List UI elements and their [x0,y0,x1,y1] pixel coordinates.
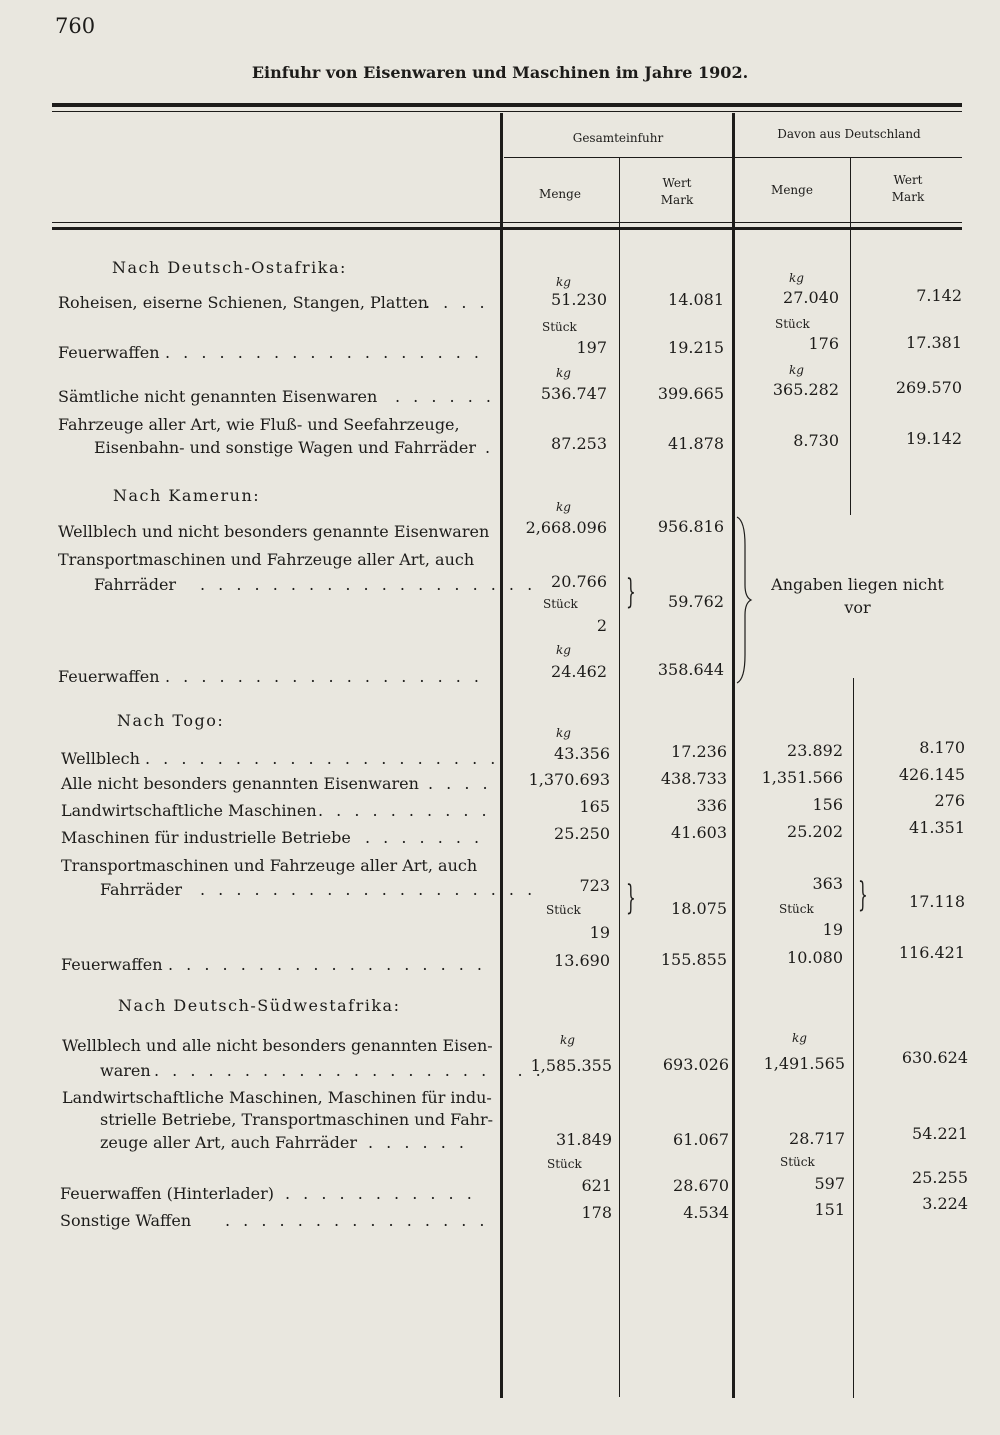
header-wert-2 [853,172,963,206]
row-label-line-2: Eisenbahn- und sonstige Wagen und Fahrräder [94,438,476,457]
cell-menge-deutschland: 597 [814,1174,845,1193]
unit-stueck: Stück [775,317,810,331]
header-menge-2: Menge [771,183,813,197]
cell-wert-gesamt: 19.215 [668,338,724,357]
cell-wert-gesamt: 14.081 [668,290,724,309]
row-leader-dots: . . . . [428,774,492,793]
note-line-1: Angaben liegen nicht [771,575,944,594]
row-leader-dots: . . . . . . . . . . . . . . . . . . [165,343,484,362]
row-leader-dots: . . . . . . . [365,828,484,847]
cell-menge-gesamt: 536.747 [540,384,607,403]
row-label: Feuerwaffen [58,343,160,362]
row-label: Maschinen für industrielle Betriebe [61,828,351,847]
cell-wert-gesamt: 4.534 [683,1203,729,1222]
cell-wert-deutschland: 41.351 [909,818,965,837]
cell-menge-deutschland: 8.730 [793,431,839,450]
cell-menge-deutschland: 27.040 [783,288,839,307]
section-suedwestafrika: Nach Deutsch-Südwestafrika: [118,996,401,1015]
unit-kg: kg [556,726,571,740]
unit-kg: kg [792,1031,807,1045]
cell-wert-gesamt: 358.644 [657,660,724,679]
note-no-data [755,573,960,619]
row-leader-dots: . . . . . . . . . . . . . . . . . . . [200,880,537,899]
row-leader-dots: . . . . . . . . . . . . . . . . . . . . [145,749,500,768]
cell-menge-deutschland-stueck: 19 [822,920,843,939]
row-leader-dots: . . . . . . . . . . . [285,1184,476,1203]
row-label-line-2: Fahrräder [100,880,183,899]
cell-menge-gesamt: 2,668.096 [525,518,607,537]
row-label-line-1: Transportmaschinen und Fahrzeuge aller Art, auch [61,856,478,875]
cell-wert-deutschland: 17.118 [909,892,965,911]
cell-wert-deutschland: 17.381 [906,333,962,352]
unit-stueck: Stück [547,1157,582,1171]
cell-wert-gesamt: 336 [696,796,727,815]
cell-wert-deutschland: 54.221 [912,1124,968,1143]
cell-menge-gesamt-stueck: 19 [589,923,610,942]
section-togo: Nach Togo: [117,711,225,730]
unit-stueck: Stück [779,902,814,916]
row-label-line-1: Landwirtschaftliche Maschinen, Maschinen für indu- [62,1088,492,1107]
row-leader-dots: . . . . . . . . . . . . . . . . . . [165,667,484,686]
cell-menge-gesamt: 20.766 [551,572,607,591]
row-label-line-3: zeuge aller Art, auch Fahrräder [100,1133,358,1152]
cell-menge-gesamt: 723 [579,876,610,895]
row-label: Alle nicht besonders genannten Eisenwaren [61,774,419,793]
row-label: Roheisen, eiserne Schienen, Stangen, Platten [58,293,429,312]
cell-wert-gesamt: 41.603 [671,823,727,842]
cell-wert-deutschland: 116.421 [898,943,965,962]
top-rule-thin [52,111,962,112]
cell-wert-deutschland: 630.624 [901,1048,968,1067]
cell-menge-deutschland: 363 [812,874,843,893]
column-line-group [732,113,735,1398]
cell-menge-gesamt: 87.253 [551,434,607,453]
cell-wert-deutschland: 7.142 [916,286,962,305]
cell-wert-deutschland: 8.170 [919,738,965,757]
cell-menge-deutschland: 156 [812,795,843,814]
cell-menge-gesamt: 51.230 [551,290,607,309]
cell-menge-gesamt: 165 [579,797,610,816]
unit-stueck: Stück [543,597,578,611]
row-leader-dots: . . . . . . . . . . . . . . . . . . . . . . [154,1061,545,1080]
cell-menge-deutschland: 176 [808,334,839,353]
unit-kg: kg [789,363,804,377]
row-label-line-1: Fahrzeuge aller Art, wie Fluß- und Seefahrzeuge, [58,415,460,434]
header-gesamteinfuhr: Gesamteinfuhr [572,131,664,145]
header-wert-1-label: Wert [662,176,692,190]
cell-wert-gesamt: 17.236 [671,742,727,761]
cell-menge-deutschland: 10.080 [787,948,843,967]
cell-wert-deutschland: 19.142 [906,429,962,448]
unit-kg: kg [556,500,571,514]
cell-wert-gesamt: 693.026 [662,1055,729,1074]
cell-menge-deutschland: 365.282 [772,380,839,399]
cell-menge-gesamt: 31.849 [556,1130,612,1149]
cell-wert-gesamt: 59.762 [668,592,724,611]
unit-kg: kg [556,275,571,289]
row-leader-dots: . . . . . . [368,1133,468,1152]
row-leader-dots: . . . . . . . . . . . . . . . . . . . [200,575,537,594]
column-line-wert2-top [850,157,851,515]
row-label-line-2: strielle Betriebe, Transportmaschinen und Fahr- [100,1110,494,1129]
cell-menge-gesamt: 621 [581,1176,612,1195]
row-label-line-1: Wellblech und alle nicht besonders genannten Eisen- [62,1036,493,1055]
row-leader-dots: . . . . . . . . . . . . . . . . . . [168,955,487,974]
cell-wert-deutschland: 25.255 [912,1168,968,1187]
cell-menge-gesamt: 43.356 [554,744,610,763]
header-wert-2-label: Wert [893,173,923,187]
row-leader-dots: . . . . [425,293,489,312]
cell-wert-deutschland: 269.570 [895,378,962,397]
cell-menge-deutschland: 25.202 [787,822,843,841]
cell-menge-gesamt: 24.462 [551,662,607,681]
row-label-line-1: Transportmaschinen und Fahrzeuge aller Art, auch [58,550,475,569]
cell-wert-gesamt: 41.878 [668,434,724,453]
cell-menge-gesamt: 1,585.355 [530,1056,612,1075]
page-number: 760 [55,14,96,38]
cell-wert-gesamt: 18.075 [671,899,727,918]
cell-menge-deutschland: 151 [814,1200,845,1219]
header-mark-2-label: Mark [891,190,925,204]
column-line-wert2-bottom [853,678,854,1398]
cell-menge-deutschland: 23.892 [787,741,843,760]
header-rule-bottom-2 [52,227,962,230]
page-title: Einfuhr von Eisenwaren und Maschinen im Jahre 1902. [251,63,749,82]
cell-wert-gesamt: 28.670 [673,1176,729,1195]
cell-menge-deutschland: 1,351.566 [761,768,843,787]
cell-wert-gesamt: 399.665 [657,384,724,403]
cell-menge-deutschland: 1,491.565 [763,1054,845,1073]
row-label: Feuerwaffen [58,667,160,686]
row-leader-dots: . [485,438,495,457]
bracket-icon [735,515,753,685]
column-line-wert1 [619,157,620,1397]
unit-kg: kg [560,1033,575,1047]
row-label-line-2: waren [100,1061,151,1080]
cell-wert-gesamt: 61.067 [673,1130,729,1149]
row-leader-dots: . . . . . . [395,387,495,406]
cell-wert-deutschland: 3.224 [922,1194,968,1213]
row-label: Feuerwaffen [61,955,163,974]
cell-wert-gesamt: 438.733 [660,769,727,788]
unit-stueck: Stück [780,1155,815,1169]
section-kamerun: Nach Kamerun: [113,486,261,505]
unit-kg: kg [556,366,571,380]
brace-icon: } [857,875,868,915]
row-leader-dots: . . . . . . . . . . [318,801,491,820]
brace-icon: } [625,572,636,612]
header-mark-1-label: Mark [660,193,694,207]
note-line-2: vor [844,598,871,617]
unit-kg: kg [556,643,571,657]
unit-stueck: Stück [542,320,577,334]
header-menge-1: Menge [539,187,581,201]
row-label: Sämtliche nicht genannten Eisenwaren [58,387,378,406]
row-label: Wellblech und nicht besonders genannte Eisenwaren [58,522,490,541]
cell-wert-gesamt: 155.855 [660,950,727,969]
cell-menge-gesamt: 178 [581,1203,612,1222]
row-leader-dots: . . . . . . . . . . . . . . . [225,1211,489,1230]
column-line-label [500,113,503,1398]
row-label: Wellblech [61,749,140,768]
unit-stueck: Stück [546,903,581,917]
brace-icon: } [625,878,636,918]
row-label-line-2: Fahrräder [94,575,177,594]
top-rule-thick [52,103,962,107]
cell-menge-gesamt: 25.250 [554,824,610,843]
row-label: Sonstige Waffen [60,1211,192,1230]
cell-menge-gesamt-stueck: 2 [596,616,607,635]
cell-wert-deutschland: 276 [934,791,965,810]
header-davon-deutschland: Davon aus Deutschland [777,127,921,141]
row-label: Feuerwaffen (Hinterlader) [60,1184,274,1203]
cell-menge-deutschland: 28.717 [789,1129,845,1148]
cell-wert-gesamt: 956.816 [657,517,724,536]
cell-menge-gesamt: 197 [576,338,607,357]
cell-wert-deutschland: 426.145 [898,765,965,784]
row-label: Landwirtschaftliche Maschinen [61,801,317,820]
cell-menge-gesamt: 1,370.693 [528,770,610,789]
cell-menge-gesamt: 13.690 [554,951,610,970]
header-wert-1 [622,175,732,209]
unit-kg: kg [789,271,804,285]
header-rule-bottom-1 [52,222,962,223]
section-ostafrika: Nach Deutsch-Ostafrika: [112,258,347,277]
